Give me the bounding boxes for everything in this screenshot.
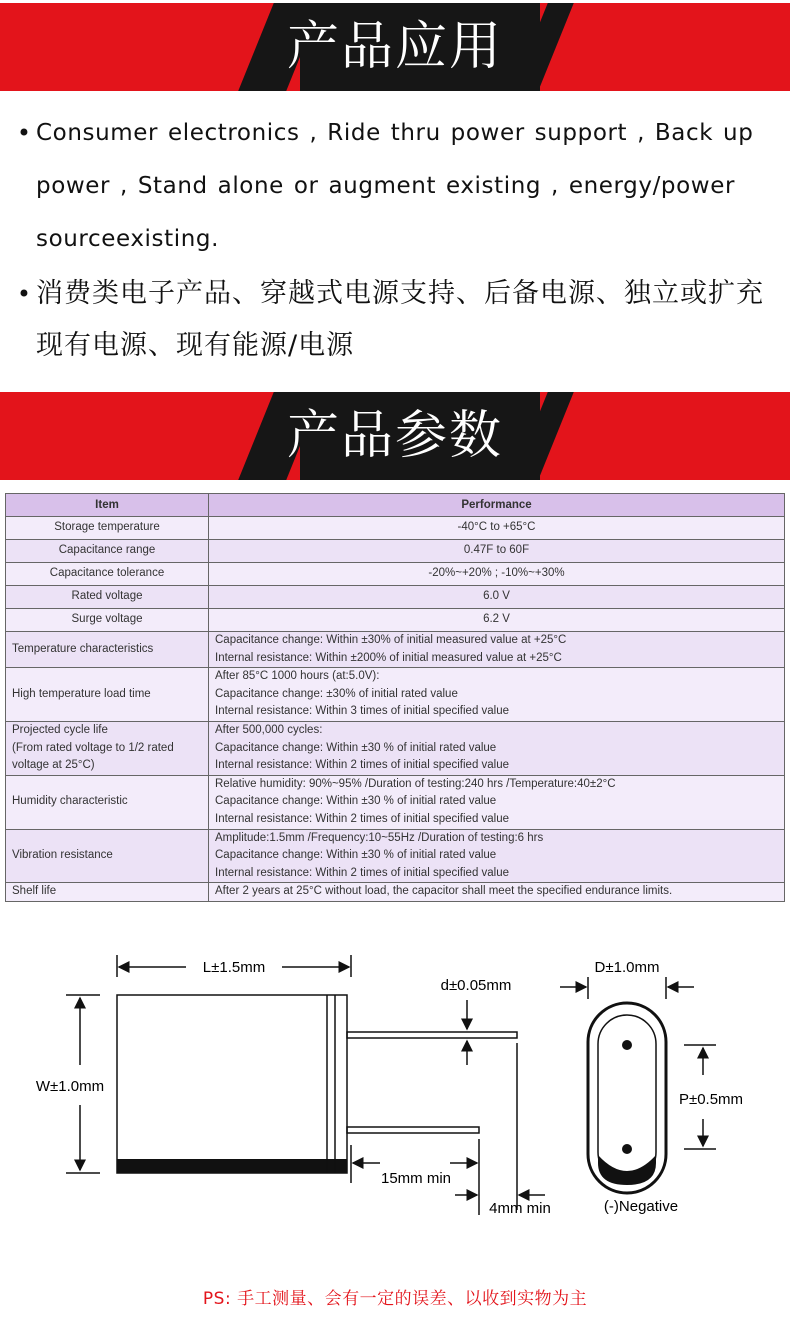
cell-item xyxy=(6,563,209,586)
header-performance: Performance xyxy=(209,494,785,517)
bullet-icon: • xyxy=(16,280,32,308)
depth-label: D±1.0mm xyxy=(594,959,660,976)
lead-short xyxy=(347,1127,479,1133)
cell-item-line: Storage temperature xyxy=(54,521,160,534)
cell-performance-line: -40°C to +65°C xyxy=(457,521,536,534)
application-text xyxy=(12,107,782,372)
terminal-positive xyxy=(622,1040,632,1050)
terminal-negative xyxy=(622,1144,632,1154)
spec-table-header xyxy=(6,494,785,517)
table-row xyxy=(6,517,785,540)
cell-item xyxy=(6,883,209,902)
cell-item-line: Rated voltage xyxy=(71,590,143,603)
table-row xyxy=(6,586,785,609)
table-row xyxy=(6,632,785,668)
cell-item-line: Vibration resistance xyxy=(12,849,113,862)
cell-performance xyxy=(209,883,785,902)
cell-performance-line: Capacitance change: ±30% of initial rated value xyxy=(215,687,458,700)
dimension-diagram xyxy=(0,915,790,1235)
capacitor-sleeve-band xyxy=(117,1159,347,1173)
lead-difference-label: 4mm min xyxy=(489,1200,551,1217)
capacitor-body xyxy=(117,995,347,1173)
negative-marking xyxy=(598,1155,656,1185)
cell-performance-line: Internal resistance: Within 2 times of initial specified value xyxy=(215,812,510,825)
cell-performance xyxy=(209,668,785,722)
cell-performance-line: Amplitude:1.5mm /Frequency:10~55Hz /Duration of testing:6 hrs xyxy=(215,831,544,844)
pitch-label: P±0.5mm xyxy=(678,1091,744,1108)
cell-item-line: Humidity characteristic xyxy=(12,795,128,808)
table-row xyxy=(6,540,785,563)
cell-performance-line: Capacitance change: Within ±30 % of initial rated value xyxy=(215,795,497,808)
cell-item-line: Capacitance range xyxy=(58,544,156,557)
application-chinese: 消费类电子产品、穿越式电源支持、后备电源、独立或扩充现有电源、现有能源/电源 xyxy=(36,278,764,361)
cell-item xyxy=(6,668,209,722)
header-item: Item xyxy=(6,494,209,517)
measurement-note: PS: 手工测量、会有一定的误差、以收到实物为主 xyxy=(202,1289,588,1309)
cell-item-line: Projected cycle life xyxy=(12,723,108,736)
cell-item-line: High temperature load time xyxy=(12,687,151,700)
width-label: W±1.0mm xyxy=(35,1078,105,1095)
cell-item xyxy=(6,517,209,540)
cell-performance-line: Relative humidity: 90%~95% /Duration of testing:240 hrs /Temperature:40±2°C xyxy=(215,777,616,790)
table-row xyxy=(6,721,785,775)
cell-performance-line: Internal resistance: Within 2 times of initial specified value xyxy=(215,866,510,879)
table-row xyxy=(6,775,785,829)
spec-table xyxy=(5,493,785,902)
cell-performance xyxy=(209,632,785,668)
cell-item xyxy=(6,586,209,609)
front-view-inner xyxy=(598,1015,656,1181)
cell-performance-line: Internal resistance: Within 2 times of initial specified value xyxy=(215,759,510,772)
cell-item xyxy=(6,721,209,775)
cell-performance-line: Internal resistance: Within ±200% of initial measured value at +25°C xyxy=(215,651,562,664)
cell-performance xyxy=(209,540,785,563)
cell-performance-line: After 2 years at 25°C without load, the capacitor shall meet the specified endurance limits. xyxy=(215,885,673,898)
cell-item-line: voltage at 25°C) xyxy=(12,759,95,772)
cell-performance xyxy=(209,609,785,632)
table-row xyxy=(6,668,785,722)
cell-item xyxy=(6,775,209,829)
table-row xyxy=(6,563,785,586)
cell-performance xyxy=(209,829,785,883)
cell-performance-line: After 85°C 1000 hours (at:5.0V): xyxy=(215,670,380,683)
cell-performance-line: -20%~+20% ; -10%~+30% xyxy=(428,567,565,580)
section-title-application: 产品应用 xyxy=(286,17,503,77)
bullet-english xyxy=(12,107,782,266)
bullet-icon: • xyxy=(16,119,32,147)
cell-performance xyxy=(209,721,785,775)
section-title-parameters: 产品参数 xyxy=(286,406,503,466)
cell-item xyxy=(6,540,209,563)
cell-performance-line: 0.47F to 60F xyxy=(463,544,530,557)
cell-performance-line: Capacitance change: Within ±30 % of initial rated value xyxy=(215,741,497,754)
lead-length-label: 15mm min xyxy=(380,1170,452,1187)
cell-performance xyxy=(209,517,785,540)
cell-performance-line: Internal resistance: Within 3 times of initial specified value xyxy=(215,705,510,718)
table-row xyxy=(6,609,785,632)
cell-performance-line: After 500,000 cycles: xyxy=(215,723,323,736)
cell-item xyxy=(6,609,209,632)
cell-performance xyxy=(209,775,785,829)
bullet-chinese xyxy=(12,268,782,372)
length-label: L±1.5mm xyxy=(202,959,266,976)
cell-performance-line: Capacitance change: Within ±30% of initial measured value at +25°C xyxy=(215,634,567,646)
cell-item xyxy=(6,632,209,668)
spec-table-body xyxy=(6,517,785,902)
negative-label: (-)Negative xyxy=(603,1198,679,1215)
lead-long xyxy=(347,1032,517,1038)
section-banner-application xyxy=(0,3,790,91)
cell-performance xyxy=(209,563,785,586)
cell-item-line: Shelf life xyxy=(12,885,57,898)
cell-item-line: (From rated voltage to 1/2 rated xyxy=(12,741,174,754)
table-row xyxy=(6,829,785,883)
application-english: Consumer electronics , Ride thru power support , Back up power , Stand alone or augment existing , energy/power sourceexisting. xyxy=(36,120,754,252)
cell-performance-line: Capacitance change: Within ±30 % of initial rated value xyxy=(215,849,497,862)
table-row xyxy=(6,883,785,902)
cell-performance-line: 6.0 V xyxy=(483,590,510,603)
lead-diameter-label: d±0.05mm xyxy=(440,977,512,994)
cell-item-line: Surge voltage xyxy=(71,613,143,626)
cell-item xyxy=(6,829,209,883)
section-banner-parameters xyxy=(0,392,790,480)
cell-performance xyxy=(209,586,785,609)
cell-item-line: Capacitance tolerance xyxy=(49,567,165,580)
cell-performance-line: 6.2 V xyxy=(483,613,510,626)
cell-item-line: Temperature characteristics xyxy=(12,642,154,655)
